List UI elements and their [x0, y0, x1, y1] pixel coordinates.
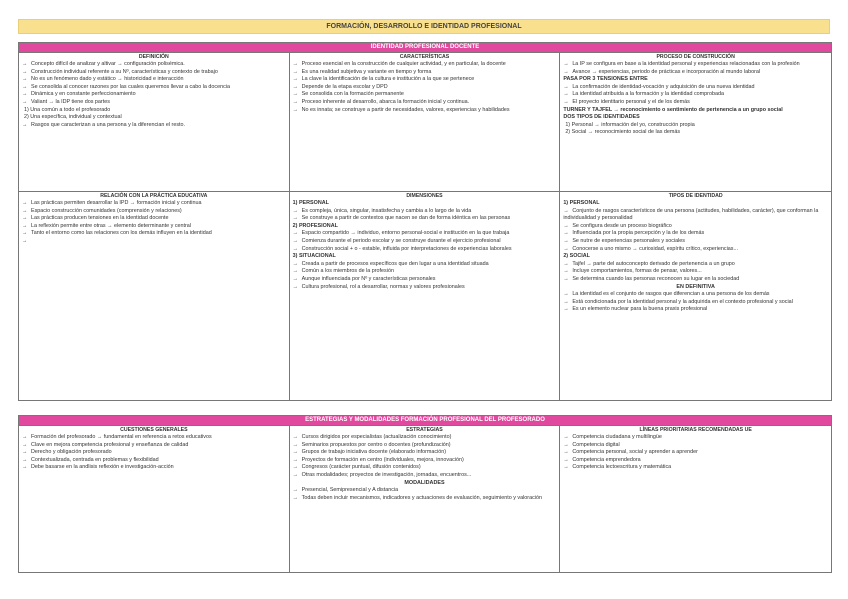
arrow-bullet-icon: → [563, 456, 569, 463]
list-item [563, 291, 828, 299]
arrow-bullet-icon: → [292, 456, 299, 463]
page-title-banner [18, 19, 830, 34]
column-heading: RELACIÓN CON LA PRÁCTICA EDUCATIVA [100, 193, 208, 199]
list-item [22, 238, 286, 246]
list-item [563, 457, 828, 465]
arrow-bullet-icon: → [22, 83, 28, 90]
list-item-text: Se configura desde un proceso biográfico [572, 222, 672, 229]
list-item-text: Construcción individual referente a su Nº, características y contexto de trabajo [31, 68, 218, 75]
arrow-bullet-icon: → [563, 260, 569, 267]
subheading: MODALIDADES [404, 479, 445, 486]
list-item-text: La confirmación de identidad-vocación y adquisición de una nueva identidad [572, 83, 755, 90]
list-item [563, 246, 828, 254]
subheading: 1) PERSONAL [292, 200, 329, 206]
arrow-bullet-icon: → [292, 434, 299, 440]
list-item [293, 268, 557, 276]
arrow-bullet-icon: → [292, 268, 299, 275]
list-item [293, 91, 557, 99]
list-item-text: Proceso inherente al desarrollo, abarca la formación inicial y continua. [301, 98, 470, 105]
identity-section [18, 42, 832, 401]
list-item [293, 495, 557, 503]
modalities-list [293, 487, 557, 502]
arrow-bullet-icon: → [563, 298, 569, 305]
list-item-text: Congresos (carácter puntual, difusión contenidos) [301, 464, 421, 471]
arrow-bullet-icon: → [292, 471, 299, 478]
list-item [293, 69, 557, 77]
definition-list [22, 61, 286, 129]
arrow-bullet-icon: → [563, 306, 569, 313]
list-item [563, 261, 828, 269]
strategies-list [293, 434, 557, 480]
arrow-bullet-icon: → [292, 207, 299, 214]
arrow-bullet-icon: → [22, 207, 28, 214]
arrow-bullet-icon: → [292, 494, 299, 501]
list-item-text: El proyecto identitario personal y el de los demás [572, 98, 690, 105]
priority-lines-column [560, 426, 831, 572]
arrow-bullet-icon: → [22, 121, 28, 128]
list-item [293, 487, 557, 495]
arrow-bullet-icon: → [563, 449, 569, 456]
list-item [563, 299, 828, 307]
list-item [293, 261, 557, 269]
list-item-text: Influenciada por la propia percepción y la de los demás [572, 230, 705, 237]
arrow-bullet-icon: → [22, 464, 28, 471]
arrow-bullet-icon: → [22, 200, 28, 206]
arrow-bullet-icon: → [22, 68, 28, 75]
list-item [293, 284, 557, 292]
priority-lines-list [563, 434, 828, 472]
dimension-list [293, 208, 557, 223]
list-item-text: Competencia digital [572, 441, 620, 448]
list-item-text: Es compleja, única, singular, insatisfecha y cambia a lo largo de la vida [301, 207, 472, 214]
tensions-list [563, 84, 828, 107]
list-item [563, 268, 828, 276]
arrow-bullet-icon: → [563, 245, 569, 252]
list-item [22, 230, 286, 238]
types-list [563, 208, 828, 254]
list-item-text: La identidad atribuida a la formación y la identidad comprobada [572, 91, 724, 98]
list-item-text: 1) Una común a todo el profesorado [24, 106, 111, 113]
list-item-text: Se construye a partir de contextos que nacen se dan de forma idéntica en las personas [301, 215, 511, 222]
list-item-text: Competencia personal, social y aprender a aprender [572, 449, 698, 456]
arrow-bullet-icon: → [292, 215, 299, 222]
list-item-text: Competencia ciudadana y multilingüe [572, 434, 662, 440]
relation-list [22, 200, 286, 246]
arrow-bullet-icon: → [292, 98, 299, 105]
arrow-bullet-icon: → [292, 283, 299, 290]
list-item [563, 238, 828, 246]
list-item [22, 434, 286, 442]
column-heading: TIPOS DE IDENTIDAD [668, 193, 723, 199]
list-item-text: Valiant → la IDP tiene dos partes [31, 98, 110, 105]
list-item-text: Incluye comportamientos, formas de pensar, valores... [572, 268, 702, 275]
page-title: FORMACIÓN, DESARROLLO E IDENTIDAD PROFESIONAL [326, 23, 522, 30]
column-heading: DEFINICIÓN [138, 54, 169, 60]
list-item-text: Depende de la etapa escolar y DPD [301, 83, 388, 90]
arrow-bullet-icon: → [563, 222, 569, 229]
list-item-text: Aunque influenciada por Nº y características personales [301, 275, 436, 282]
list-item-text: Cultura profesional, rol a desarrollar, normas y valores profesionales [301, 283, 465, 290]
dimensions-column [290, 192, 561, 400]
list-item-text: Común a los miembros de la profesión [301, 268, 394, 275]
list-item-text: Clave en mejora competencia profesional y enseñanza de calidad [31, 441, 189, 448]
arrow-bullet-icon: → [563, 83, 569, 90]
arrow-bullet-icon: → [563, 291, 569, 298]
list-item-text: La reflexión permite entre otras → elemento determinante y central [31, 222, 192, 229]
list-item [563, 223, 828, 231]
arrow-bullet-icon: → [292, 260, 299, 267]
list-item-text: 2) Social → reconocimiento social de las demás [565, 129, 681, 136]
list-item [22, 107, 286, 115]
arrow-bullet-icon: → [22, 434, 28, 440]
arrow-bullet-icon: → [292, 464, 299, 471]
list-item [563, 434, 828, 442]
list-item-text: Debe basarse en la andlisis reflexión e investigación-acción [31, 464, 174, 471]
list-item-text: Grupos de trabajo iniciativa docente (elaborado información) [301, 449, 447, 456]
list-item-text: Competencia emprendedora [572, 456, 641, 463]
subheading: PASA POR 3 TENSIONES ENTRE [563, 76, 648, 83]
arrow-bullet-icon: → [563, 68, 569, 75]
list-item-text: Competencia lectoescritura y matemática [572, 464, 672, 471]
arrow-bullet-icon: → [563, 91, 569, 98]
list-item [22, 215, 286, 223]
list-item [293, 457, 557, 465]
list-item-text: Está condicionada por la identidad personal y la adquirida en el contexto profesional y social [572, 298, 793, 305]
arrow-bullet-icon: → [22, 91, 28, 98]
arrow-bullet-icon: → [292, 237, 299, 244]
strategies-section [18, 415, 832, 573]
arrow-bullet-icon: → [292, 441, 299, 448]
arrow-bullet-icon: → [563, 61, 569, 67]
subheading: 2) PROFESIONAL [292, 222, 338, 229]
list-item-text: Se consolida con la formación permanente [301, 91, 404, 98]
arrow-bullet-icon: → [292, 275, 299, 282]
arrow-bullet-icon: → [563, 98, 569, 105]
relation-column [19, 192, 290, 400]
section-title: ESTRATEGIAS Y MODALIDADES FORMACIÓN PROFESIONAL DEL PROFESORADO [19, 416, 831, 426]
list-item [293, 434, 557, 442]
types-list [563, 261, 828, 284]
list-item-text: Las prácticas producen tensiones en la identidad docente [31, 215, 169, 222]
column-heading: LÍNEAS PRIORITARIAS RECOMENDADAS UE [639, 427, 752, 433]
list-item-text: Creada a partir de procesos específicos que den lugar a una identidad situada [301, 260, 489, 267]
arrow-bullet-icon: → [563, 275, 569, 282]
column-heading: CUESTIONES GENERALES [120, 427, 188, 433]
arrow-bullet-icon: → [292, 245, 299, 252]
list-item-text: La identidad es el conjunto de rasgos que diferencian a una persona de los demás [572, 291, 770, 298]
list-item [293, 230, 557, 238]
arrow-bullet-icon: → [563, 207, 569, 214]
arrow-bullet-icon: → [22, 441, 28, 448]
arrow-bullet-icon: → [292, 230, 299, 237]
list-item [293, 84, 557, 92]
list-item-text: Derecho y obligación profesorado [31, 449, 112, 456]
definition-column [19, 53, 290, 191]
section-row-bottom [19, 192, 831, 400]
subheading: DOS TIPOS DE IDENTIDADES [563, 114, 640, 121]
list-item [293, 107, 557, 115]
types-column [560, 192, 831, 400]
list-item [22, 208, 286, 216]
list-item [563, 129, 828, 137]
section-row-top [19, 53, 831, 192]
section-title: IDENTIDAD PROFESIONAL DOCENTE [19, 43, 831, 53]
list-item-text: Es un elemento nuclear para la buena praxis profesional [572, 306, 708, 313]
section-row [19, 426, 831, 572]
list-item [293, 442, 557, 450]
list-item-text: Se consolida al conocer razones por las cuales queremos llevar a cabo la docencia [31, 83, 230, 90]
list-item [563, 84, 828, 92]
arrow-bullet-icon: → [292, 487, 299, 494]
general-column [19, 426, 290, 572]
list-item [22, 84, 286, 92]
list-item-text: Concepto difícil de analizar y altivar → configuración polisémica. [31, 61, 185, 67]
list-item-text: 2) Una específica, individual y contextual [24, 114, 122, 121]
list-item [293, 61, 557, 69]
subheading: 2) SOCIAL [563, 253, 590, 260]
dimension-list [293, 261, 557, 291]
list-item [563, 69, 828, 77]
list-item-text: Construcción social + o - estable, influida por interpretaciones de experiencias laborales [301, 245, 512, 252]
subheading: 1) PERSONAL [563, 200, 600, 206]
arrow-bullet-icon: → [22, 76, 28, 83]
list-item [563, 306, 828, 314]
list-item [293, 276, 557, 284]
list-item [22, 114, 286, 122]
list-item-text: Conjunto de rasgos característicos de una persona (actitudes, habilidades, carácter), que conforman la individualidad y personalidad [563, 207, 819, 222]
subheading: 3) SITUACIONAL [292, 253, 336, 260]
list-item-text: Otras modalidades; proyectos de investigación, jornadas, encuentros... [301, 471, 472, 478]
arrow-bullet-icon: → [292, 83, 299, 90]
list-item-text: Formación del profesorado → fundamental en referencia a retos educativos [31, 434, 212, 440]
list-item [563, 61, 828, 69]
arrow-bullet-icon: → [292, 68, 299, 75]
arrow-bullet-icon: → [563, 230, 569, 237]
arrow-bullet-icon: → [22, 230, 28, 237]
list-item-text: 1) Personal → información del yo, construcción propia [565, 121, 695, 128]
list-item [22, 449, 286, 457]
list-item [22, 91, 286, 99]
list-item [563, 208, 828, 223]
list-item [293, 215, 557, 223]
general-list [22, 434, 286, 472]
characteristics-column [290, 53, 561, 191]
list-item-text: Comienza durante el periodo escolar y se construye durante el ejercicio profesional [301, 237, 501, 244]
arrow-bullet-icon: → [563, 441, 569, 448]
list-item [563, 464, 828, 472]
arrow-bullet-icon: → [563, 434, 569, 440]
list-item [22, 223, 286, 231]
list-item [293, 99, 557, 107]
list-item [563, 91, 828, 99]
identity-kinds-list [563, 122, 828, 137]
arrow-bullet-icon: → [292, 449, 299, 456]
list-item [293, 76, 557, 84]
arrow-bullet-icon: → [22, 237, 28, 244]
list-item [293, 238, 557, 246]
list-item-text: Conocerse a uno mismo → curiosidad, espíritu crítico, experiencias... [572, 245, 738, 252]
column-heading: DIMENSIONES [406, 193, 443, 199]
list-item-text: Las prácticas permiten desarrollar la IPD → formación inicial y continua [31, 200, 202, 206]
arrow-bullet-icon: → [22, 222, 28, 229]
list-item-text: Tajfel → parte del autoconcepto derivado de pertenencia a un grupo [572, 260, 735, 267]
list-item [563, 122, 828, 130]
arrow-bullet-icon: → [292, 106, 299, 113]
list-item-text: Proceso esencial en la construcción de cualquier actividad, y en particular, la docente [301, 61, 506, 67]
list-item [22, 61, 286, 69]
arrow-bullet-icon: → [22, 61, 28, 67]
list-item-text: Dinámica y en constante perfeccionamiento [31, 91, 136, 98]
list-item-text: Rasgos que caracterizan a una persona y la diferencian el resto. [31, 121, 186, 128]
list-item-text: Se determina cuando las personas reconocen su lugar en la sociedad [572, 275, 740, 282]
characteristics-list [293, 61, 557, 114]
list-item [563, 449, 828, 457]
list-item [22, 99, 286, 107]
list-item-text: La IP se configura en base a la identidad personal y experiencias relacionadas con la profesión [572, 61, 800, 67]
arrow-bullet-icon: → [22, 215, 28, 222]
column-heading: ESTRATEGIAS [406, 427, 443, 433]
list-item [22, 76, 286, 84]
list-item [563, 276, 828, 284]
list-item [22, 122, 286, 130]
list-item [22, 457, 286, 465]
list-item [22, 464, 286, 472]
arrow-bullet-icon: → [22, 98, 28, 105]
arrow-bullet-icon: → [292, 91, 299, 98]
list-item-text: Es una realidad subjetiva y variante en tiempo y forma [301, 68, 432, 75]
list-item [563, 230, 828, 238]
list-item-text: Se nutre de experiencias personales y sociales [572, 237, 685, 244]
list-item [563, 442, 828, 450]
construction-column [560, 53, 831, 191]
list-item-text: Tanto el entorno como las relaciones con los demás influyen en la identidad [31, 230, 212, 237]
list-item [22, 69, 286, 77]
arrow-bullet-icon: → [563, 464, 569, 471]
list-item [293, 464, 557, 472]
list-item-text: La clave la identificación de la cultura e institución a la que se pertenece [301, 76, 475, 83]
list-item-text: No es innata; se construye a partir de necesidades, valores, experiencias y habilidades [301, 106, 510, 113]
list-item [293, 208, 557, 216]
list-item-text: Seminarios propuestos por centro o docentes (profundización) [301, 441, 451, 448]
list-item [293, 246, 557, 254]
types-list [563, 291, 828, 314]
arrow-bullet-icon: → [22, 456, 28, 463]
arrow-bullet-icon: → [563, 237, 569, 244]
list-item-text: Presencial, Semipresencial y A distancia [301, 487, 399, 494]
list-item-text: Cursos dirigidos por especialistas (actualización conocimiento) [301, 434, 452, 440]
dimension-list [293, 230, 557, 253]
list-item [22, 200, 286, 208]
arrow-bullet-icon: → [22, 449, 28, 456]
list-item-text: Todas deben incluir mecanismos, indicadores y actuaciones de evaluación, seguimiento y valoración [301, 494, 542, 501]
arrow-bullet-icon: → [292, 76, 299, 83]
list-item-text: Avance → experiencias, periodo de prácticas e incorporación al mundo laboral [572, 68, 761, 75]
subheading: EN DEFINITIVA [676, 283, 715, 290]
column-heading: CARACTERÍSTICAS [399, 54, 450, 60]
construction-list [563, 61, 828, 76]
list-item-text: Espacio construcción comunidades (comprensión y relaciones) [31, 207, 182, 214]
column-heading: PROCESO DE CONSTRUCCIÓN [656, 54, 735, 60]
list-item [563, 99, 828, 107]
list-item-text: Proyectos de formación en centro (individuales, mejora, innovación) [301, 456, 464, 463]
list-item [293, 472, 557, 480]
arrow-bullet-icon: → [292, 61, 299, 67]
strategies-column [290, 426, 561, 572]
list-item [22, 442, 286, 450]
list-item [293, 449, 557, 457]
list-item-text: Espacio compartido → individuo, entorno personal-social e institución en la que trabaja [301, 230, 510, 237]
subheading: TURNER Y TAJFEL → reconocimiento o sentimiento de pertenencia a un grupo social [563, 106, 783, 113]
list-item-text: No es un fenómeno dado y estático → historicidad e interacción [31, 76, 184, 83]
arrow-bullet-icon: → [563, 268, 569, 275]
list-item-text: Contextualizada, centrada en problemas y flexibilidad [31, 456, 159, 463]
